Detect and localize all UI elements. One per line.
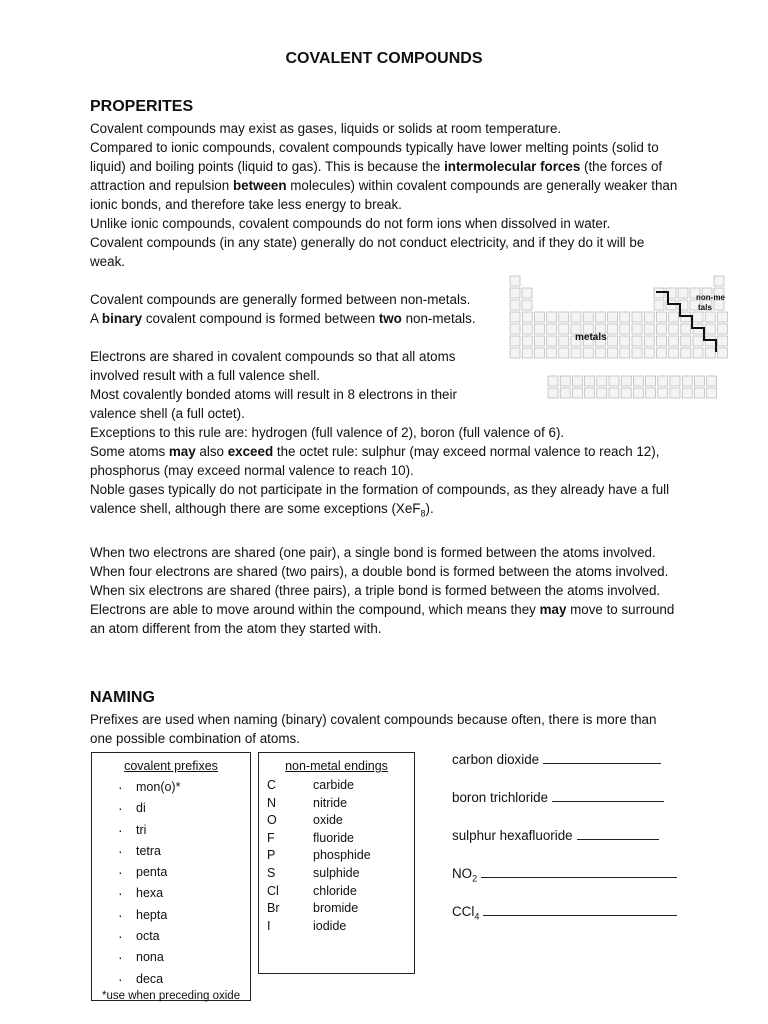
element-cell: [682, 376, 692, 386]
element-cell: [681, 348, 691, 358]
element-symbol: O: [267, 813, 277, 828]
element-cell: [644, 336, 654, 346]
element-cell: [670, 376, 680, 386]
element-cell: [609, 388, 619, 398]
metals-label: metals: [575, 332, 607, 343]
element-cell: [694, 376, 704, 386]
element-cell: [717, 336, 727, 346]
element-cell: [609, 376, 619, 386]
question-sulphur-hexafluoride: sulphur hexafluoride: [452, 826, 659, 843]
element-cell: [547, 312, 557, 322]
element-cell: [559, 324, 569, 334]
element-cell: [620, 336, 630, 346]
para-electron-movement: Electrons are able to move around within the compound, which means they may move to surround an atom different from the atom they started with.: [90, 601, 675, 636]
element-ending: iodide: [313, 918, 347, 933]
endings-table: [267, 777, 371, 935]
element-symbol: Br: [267, 901, 280, 916]
properties-block-2: [90, 290, 500, 423]
element-cell: [656, 312, 666, 322]
element-cell: [510, 288, 520, 298]
element-cell: [572, 376, 582, 386]
naming-intro: Prefixes are used when naming (binary) covalent compounds because often, there is more than one possible combination of atoms.: [90, 712, 657, 746]
para-binary: A binary covalent compound is formed between two non-metals.: [90, 311, 476, 326]
para-single-bond: When two electrons are shared (one pair), a single bond is formed between the atoms involved.: [90, 544, 656, 560]
element-symbol: I: [267, 918, 271, 933]
element-cell: [597, 388, 607, 398]
element-ending: carbide: [313, 778, 354, 792]
element-symbol: C: [267, 778, 277, 792]
element-cell: [560, 376, 570, 386]
element-cell: [705, 324, 715, 334]
element-cell: [608, 336, 618, 346]
element-cell: [571, 312, 581, 322]
element-cell: [559, 336, 569, 346]
element-symbol: N: [267, 795, 277, 810]
element-symbol: F: [267, 830, 275, 845]
para-ions: Unlike ionic compounds, covalent compounds do not form ions when dissolved in water.: [90, 216, 611, 231]
prefix-item: · nona: [118, 947, 250, 968]
element-cell: [522, 300, 532, 310]
element-cell: [510, 336, 520, 346]
element-cell: [682, 388, 692, 398]
element-cell: [534, 324, 544, 334]
ending-row: [267, 777, 371, 795]
element-cell: [559, 348, 569, 358]
question-boron-trichloride: boron trichloride: [452, 788, 664, 805]
element-cell: [548, 388, 558, 398]
element-cell: [583, 348, 593, 358]
element-cell: [608, 312, 618, 322]
element-cell: [632, 336, 642, 346]
answer-blank[interactable]: [543, 750, 661, 764]
element-cell: [644, 312, 654, 322]
element-cell: [707, 388, 717, 398]
prefixes-table: [91, 752, 251, 1001]
element-cell: [658, 388, 668, 398]
element-cell: [632, 312, 642, 322]
element-cell: [608, 348, 618, 358]
ending-row: [267, 795, 371, 813]
element-cell: [693, 336, 703, 346]
element-cell: [681, 324, 691, 334]
element-cell: [585, 388, 595, 398]
naming-heading: NAMING: [90, 689, 155, 706]
element-cell: [597, 376, 607, 386]
element-cell: [658, 376, 668, 386]
prefix-item: · hepta: [118, 905, 250, 926]
question-ccl4: CCl$_4$: [452, 902, 677, 922]
element-cell: [595, 312, 605, 322]
element-cell: [608, 324, 618, 334]
element-cell: [510, 276, 520, 286]
element-cell: [633, 388, 643, 398]
prefix-item: · penta: [118, 862, 250, 883]
element-cell: [717, 324, 727, 334]
periodic-table-figure: [506, 272, 758, 417]
element-cell: [621, 388, 631, 398]
element-cell: [571, 348, 581, 358]
element-cell: [681, 336, 691, 346]
element-ending: chloride: [313, 883, 357, 898]
properties-block-1: [90, 119, 680, 271]
ending-row: [267, 900, 371, 918]
element-cell: [646, 376, 656, 386]
para-shared-electrons: Electrons are shared in covalent compounds so that all atoms involved result with a full valence shell.: [90, 349, 456, 383]
element-cell: [705, 348, 715, 358]
para-states: Covalent compounds may exist as gases, liquids or solids at room temperature.: [90, 121, 562, 136]
element-cell: [559, 312, 569, 322]
element-cell: [678, 288, 688, 298]
element-cell: [717, 312, 727, 322]
para-triple-bond: When six electrons are shared (three pairs), a triple bond is formed between the atoms involved.: [90, 582, 661, 598]
element-cell: [534, 348, 544, 358]
element-ending: bromide: [313, 901, 359, 916]
endings-caption: non-metal endings: [285, 759, 388, 773]
element-cell: [547, 324, 557, 334]
element-cell: [705, 312, 715, 322]
prefix-item: · tetra: [118, 841, 250, 862]
para-melting-points: Compared to ionic compounds, covalent compounds typically have lower melting points (solid to liquid) and boiling points (liquid to gas). This is because the intermolecular forces (the forces of attraction and repulsion between molecules) within covalent compounds are generally weaker than ionic bonds, and therefore take less energy to break.: [90, 140, 678, 212]
element-cell: [654, 300, 664, 310]
element-cell: [656, 348, 666, 358]
element-cell: [693, 312, 703, 322]
para-octet: Most covalently bonded atoms will result in 8 electrons in their valence shell (a full octet).: [90, 387, 457, 421]
element-symbol: P: [267, 848, 276, 863]
answer-blank[interactable]: [481, 864, 677, 878]
element-cell: [547, 336, 557, 346]
answer-blank[interactable]: [552, 788, 664, 802]
element-cell: [620, 324, 630, 334]
element-cell: [714, 276, 724, 286]
ending-row: [267, 918, 371, 936]
element-cell: [534, 336, 544, 346]
prefix-item: · di: [118, 798, 250, 819]
element-cell: [621, 376, 631, 386]
element-cell: [646, 388, 656, 398]
element-cell: [707, 376, 717, 386]
answer-blank[interactable]: [483, 902, 677, 916]
element-cell: [522, 288, 532, 298]
answer-blank[interactable]: [577, 826, 659, 840]
para-exceed-octet: Some atoms may also exceed the octet rule: sulphur (may exceed normal valence to reach 12), phosphorus (may exceed normal valence to reach 10).: [90, 444, 660, 478]
para-exceptions: Exceptions to this rule are: hydrogen (full valence of 2), boron (full valence of 6).: [90, 425, 565, 440]
prefix-item: · tri: [118, 820, 250, 841]
para-non-metals: Covalent compounds are generally formed between non-metals.: [90, 292, 471, 307]
element-cell: [534, 312, 544, 322]
element-ending: oxide: [313, 813, 343, 828]
element-cell: [694, 388, 704, 398]
element-symbol: S: [267, 865, 276, 880]
element-cell: [644, 324, 654, 334]
prefix-item: · hexa: [118, 883, 250, 904]
element-cell: [669, 324, 679, 334]
prefix-item: · octa: [118, 926, 250, 947]
ending-row: [267, 812, 371, 830]
properties-heading: PROPERITES: [90, 98, 194, 115]
element-cell: [620, 348, 630, 358]
element-cell: [633, 376, 643, 386]
element-cell: [522, 324, 532, 334]
non-metals-label-1: non-me: [696, 293, 725, 302]
properties-block-3: [90, 423, 680, 638]
element-cell: [548, 376, 558, 386]
prefix-item: · mon(o)*: [118, 777, 250, 798]
element-cell: [595, 348, 605, 358]
element-ending: phosphide: [313, 848, 371, 863]
para-noble-gases: Noble gases typically do not participate in the formation of compounds, as they already have a full valence shell, although there are some exceptions (XeF$_8$).: [90, 482, 670, 519]
para-double-bond: When four electrons are shared (two pairs), a double bond is formed between the atoms involved.: [90, 563, 669, 579]
prefix-item: · deca: [118, 969, 250, 990]
para-conductivity: Covalent compounds (in any state) generally do not conduct electricity, and if they do it will be weak.: [90, 235, 645, 269]
endings-table-box: [258, 752, 415, 974]
element-cell: [670, 388, 680, 398]
element-cell: [522, 336, 532, 346]
ending-row: [267, 865, 371, 883]
element-cell: [547, 348, 557, 358]
element-cell: [583, 312, 593, 322]
element-cell: [522, 348, 532, 358]
ending-row: [267, 847, 371, 865]
question-no2: $NO_2$: [452, 864, 677, 884]
element-cell: [620, 312, 630, 322]
element-cell: [510, 348, 520, 358]
page-title: COVALENT COMPOUNDS: [285, 50, 483, 67]
element-cell: [510, 312, 520, 322]
element-cell: [632, 324, 642, 334]
element-cell: [644, 348, 654, 358]
question-carbon-dioxide: carbon dioxide: [452, 750, 661, 767]
element-cell: [669, 348, 679, 358]
element-cell: [693, 348, 703, 358]
element-cell: [669, 336, 679, 346]
element-cell: [510, 300, 520, 310]
prefix-list: [92, 777, 250, 990]
element-cell: [572, 388, 582, 398]
ending-row: [267, 830, 371, 848]
element-cell: [522, 312, 532, 322]
element-ending: sulphide: [313, 865, 360, 880]
prefixes-caption: covalent prefixes: [124, 759, 218, 773]
element-cell: [585, 376, 595, 386]
element-cell: [510, 324, 520, 334]
element-cell: [632, 348, 642, 358]
element-cell: [717, 348, 727, 358]
ending-row: [267, 883, 371, 901]
element-ending: fluoride: [313, 830, 354, 845]
non-metals-label-2: tals: [698, 303, 712, 312]
prefix-footnote: *use when preceding oxide: [102, 990, 241, 1002]
element-ending: nitride: [313, 795, 348, 810]
element-cell: [656, 336, 666, 346]
element-cell: [669, 312, 679, 322]
element-cell: [560, 388, 570, 398]
element-symbol: Cl: [267, 883, 279, 898]
element-cell: [656, 324, 666, 334]
